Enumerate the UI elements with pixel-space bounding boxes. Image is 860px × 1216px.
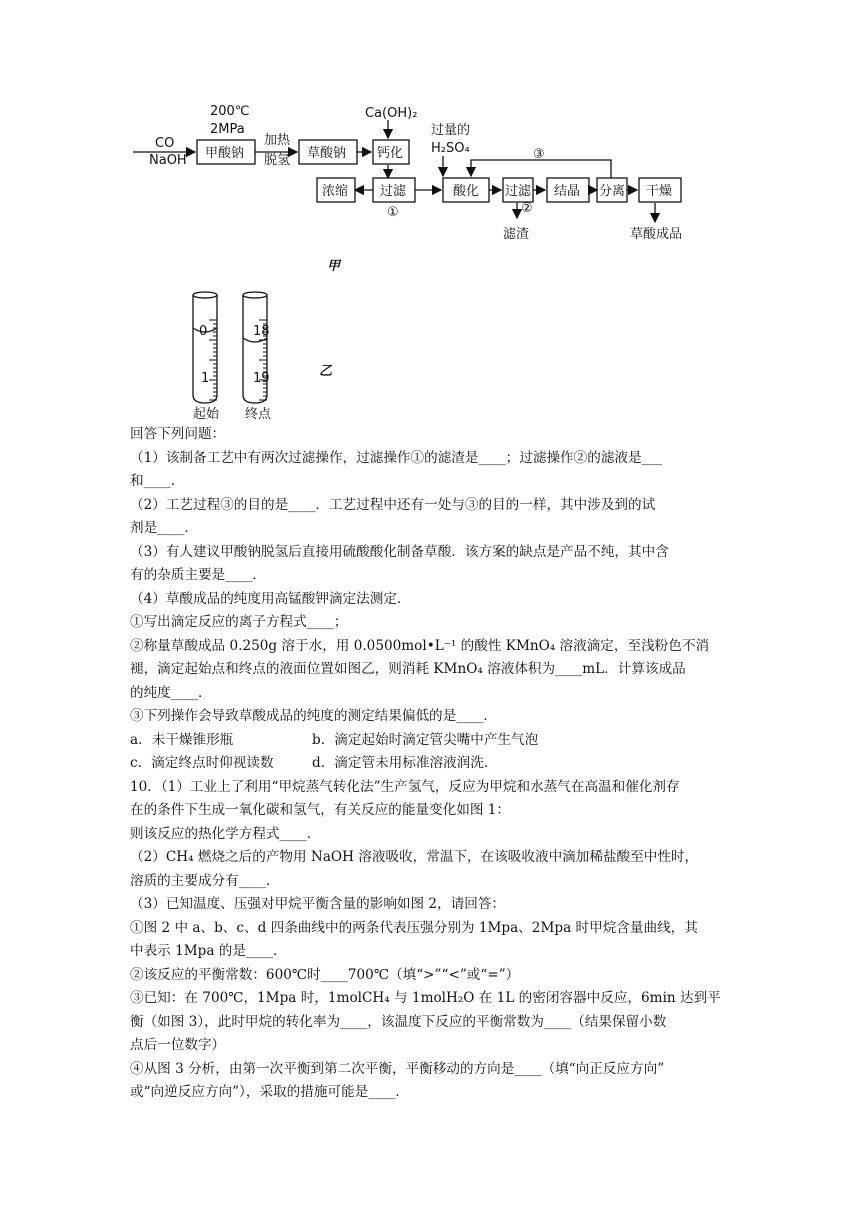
text-line-q10-12: ④从图 3 分析，由第一次平衡到第二次平衡，平衡移动的方向是____（填“向正反应方向” [130, 1060, 665, 1077]
residue-label: 滤渣 [503, 227, 530, 242]
text-line-2: 和____． [130, 473, 185, 489]
input-co: CO [155, 136, 175, 151]
text-line-q10-11: 点后一位数字） [130, 1037, 226, 1053]
text-line-9: ②称量草酸成品 0.250g 溶于水，用 0.0500mol•L⁻¹ 的酸性 KMnO₄ 溶液滴定，至浅粉色不消 [130, 637, 710, 654]
text-line-7: （4）草酸成品的纯度用高锰酸钾滴定法测定． [130, 590, 411, 607]
figure-label-jia: 甲 [327, 259, 341, 274]
text-line-q10-9: ③已知：在 700℃，1Mpa 时，1molCH₄ 与 1molH₂O 在 1L 的密闭容器中反应，6min 达到平 [130, 990, 721, 1006]
box-sodium-oxalate: 草酸钠 [307, 146, 347, 161]
box-separate: 分离 [599, 184, 626, 199]
condition-pressure: 2MPa [210, 122, 245, 137]
text-line-6: 有的杂质主要是____． [130, 567, 266, 583]
text-line-3: （2）工艺过程③的目的是____．工艺过程中还有一处与③的目的一样，其中涉及到的试 [130, 496, 656, 513]
text-line-q10-2: 则该反应的热化学方程式____． [130, 825, 321, 842]
text-line-5: （3）有人建议甲酸钠脱氢后直接用硫酸酸化制备草酸．该方案的缺点是产品不纯，其中含 [130, 543, 669, 560]
box-filter-1: 过滤 [380, 184, 407, 199]
option-d: d．滴定管未用标准溶液润洗． [312, 755, 498, 771]
text-line-q10-0: 10．（1）工业上了利用“甲烷蒸气转化法”生产氢气，反应为甲烷和水蒸气在高温和催化剂存 [130, 778, 680, 795]
burette-end-caption: 终点 [245, 407, 272, 422]
text-line-4: 剂是____． [130, 520, 198, 536]
figure [125, 100, 720, 422]
box-calcification: 钙化 [377, 146, 404, 161]
text-line-10: 褪，滴定起始点和终点的液面位置如图乙，则消耗 KMnO₄ 溶液体积为____mL．计算该成品 [130, 661, 686, 677]
burette-start-mark-1: 1 [201, 371, 210, 386]
circle-2: ② [521, 201, 533, 216]
text-line-q10-5: （3）已知温度、压强对甲烷平衡含量的影响如图 2，请回答： [130, 896, 506, 912]
text-line-q10-13: 或“向逆反应方向”），采取的措施可能是____． [130, 1084, 409, 1100]
option-b: b．滴定起始时滴定管尖嘴中产生气泡 [312, 731, 539, 748]
product-label: 草酸成品 [630, 227, 683, 242]
option-row-1 [130, 729, 730, 753]
text-line-0: 回答下列问题： [130, 426, 226, 442]
text-line-1: （1）该制备工艺中有两次过滤操作，过滤操作①的滤渣是____；过滤操作②的滤液是___ [130, 449, 663, 466]
dehydro-label: 脱氢 [264, 153, 291, 168]
text-line-8: ①写出滴定反应的离子方程式____； [130, 614, 348, 630]
circle-3: ③ [533, 147, 545, 162]
text-line-q10-1: 在的条件下生成一氧化碳和氢气，有关反应的能量变化如图 1： [130, 802, 510, 818]
box-sodium-formate: 甲酸钠 [205, 146, 245, 161]
text-line-q10-7: 中表示 1Mpa 的是____． [130, 943, 287, 959]
heat-label: 加热 [264, 133, 291, 148]
box-concentrate: 浓缩 [322, 184, 349, 199]
text-line-q10-6: ①图 2 中 a、b、c、d 四条曲线中的两条代表压强分别为 1Mpa、2Mpa 时甲烷含量曲线，其 [130, 919, 698, 936]
input-naoh: NaOH [149, 153, 187, 168]
circle-1: ① [387, 205, 399, 220]
option-a: a．未干燥锥形瓶 [130, 731, 234, 748]
text-line-12: ③下列操作会导致草酸成品的纯度的测定结果偏低的是____． [130, 708, 498, 724]
burette-end-mark-19: 19 [253, 371, 270, 386]
text-line-q10-4: 溶质的主要成分有____． [130, 872, 280, 889]
box-crystallize: 结晶 [554, 184, 581, 199]
option-c: c．滴定终点时仰视读数 [130, 755, 274, 771]
figure-label-yi: 乙 [319, 364, 333, 379]
h2so4-label-top: 过量的 [431, 123, 471, 138]
burette-end-mark-18: 18 [253, 324, 270, 339]
burette-start-caption: 起始 [193, 407, 220, 422]
box-dry: 干燥 [646, 184, 673, 199]
condition-temp: 200℃ [210, 104, 250, 119]
text-line-q10-10: 衡（如图 3），此时甲烷的转化率为____，该温度下反应的平衡常数为____（结果保留小数 [130, 1013, 667, 1030]
text-line-11: 的纯度____． [130, 684, 212, 701]
text-line-q10-8: ②该反应的平衡常数：600℃时____700℃（填“>”“<”或“=”） [130, 966, 520, 983]
box-acidify: 酸化 [453, 184, 480, 199]
caoh2-label: Ca(OH)₂ [365, 106, 418, 121]
h2so4-label-bottom: H₂SO₄ [431, 141, 470, 156]
box-filter-2: 过滤 [505, 184, 532, 199]
burette-start-mark-0: 0 [199, 324, 208, 339]
text-line-q10-3: （2）CH₄ 燃烧之后的产物用 NaOH 溶液吸收，常温下，在该吸收液中滴加稀盐酸至中性时， [130, 849, 699, 865]
question-text [130, 423, 730, 1105]
option-row-2 [130, 752, 730, 776]
